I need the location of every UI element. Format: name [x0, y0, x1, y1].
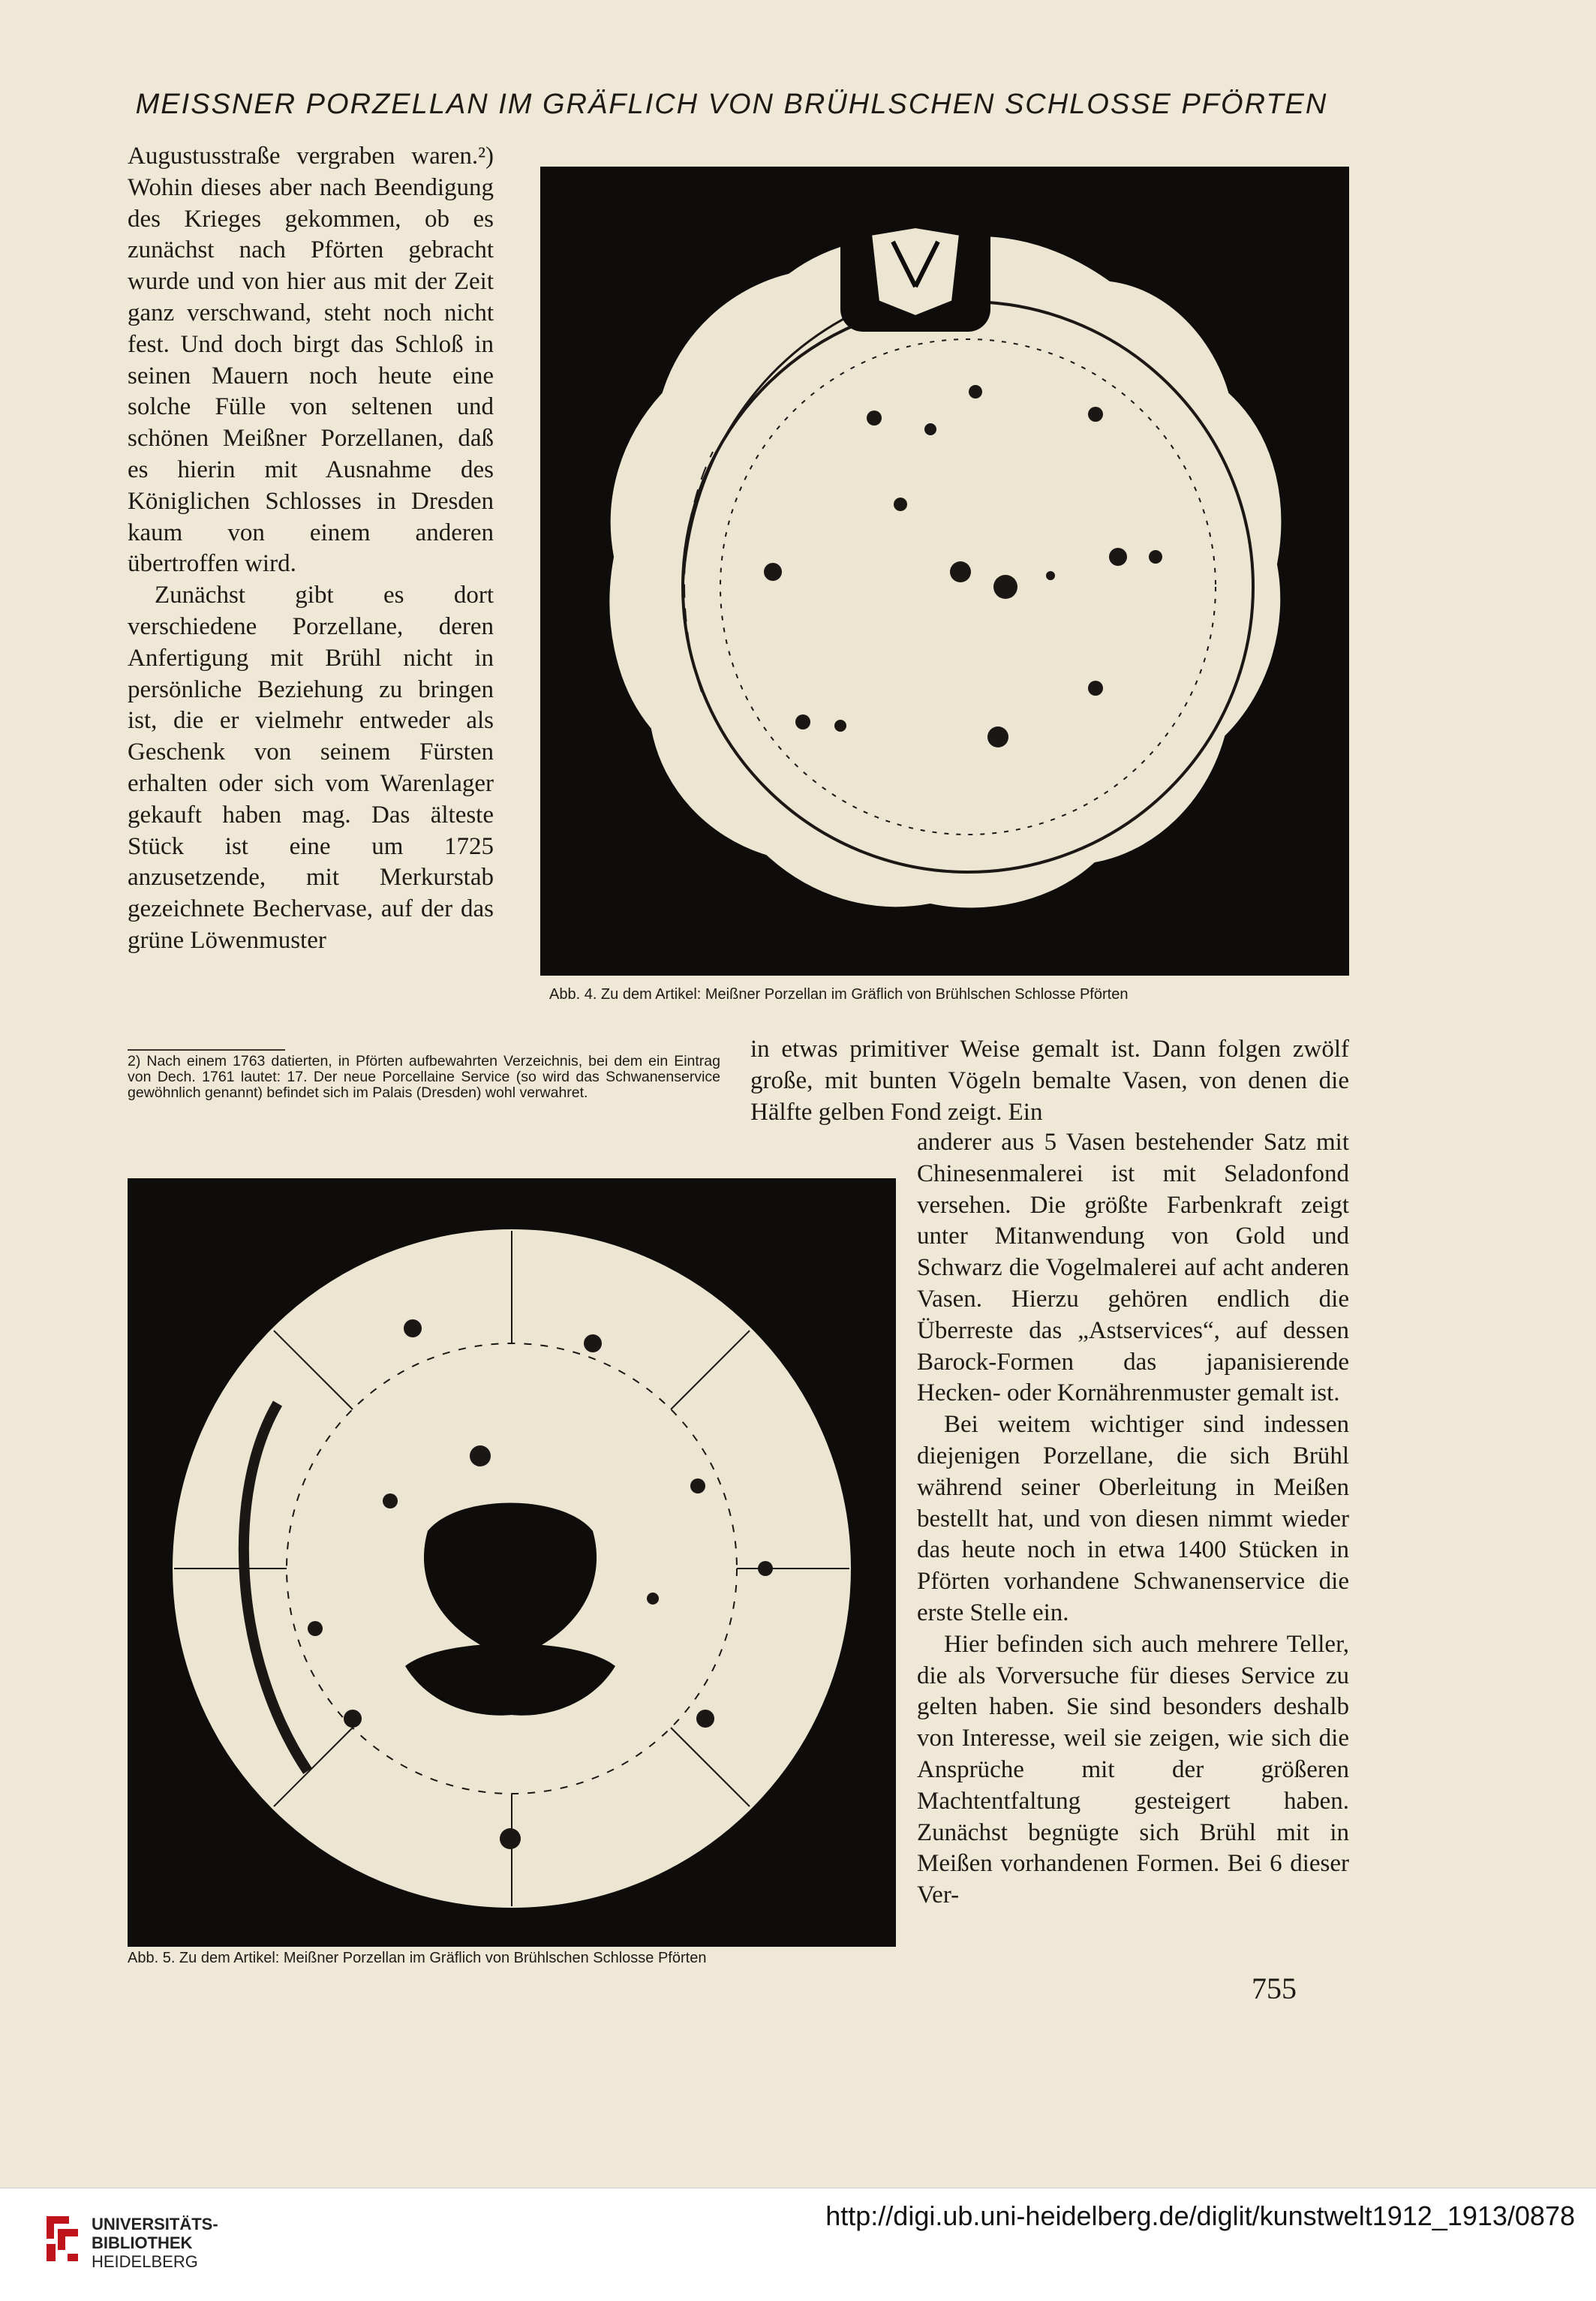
- figure-4-plate-image: [540, 167, 1349, 976]
- paragraph: anderer aus 5 Vasen bestehender Satz mit Chinesenmalerei ist mit Seladonfond versehen. Die größte Farbenkraft zeigt unter Mitanwendung von Gold und Schwarz die Vogelmalerei auf acht anderen Vasen. Hierzu gehören endlich die Überreste das „Astservices“, auf dessen Barock-Formen das japanisierende Hecken- oder Kornährenmuster gemalt ist.: [917, 1129, 1349, 1407]
- figure-4-caption: Abb. 4. Zu dem Artikel: Meißner Porzellan im Gräflich von Brühlschen Schlosse Pförten: [549, 986, 1129, 1003]
- footnote-divider: [128, 1049, 285, 1051]
- running-title: MEISSNER PORZELLAN IM GRÄFLICH VON BRÜHLSCHEN SCHLOSSE PFÖRTEN: [135, 89, 1328, 120]
- library-name-line-2: BIBLIOTHEK: [92, 2233, 193, 2252]
- footnote: 2) Nach einem 1763 datierten, in Pförten aufbewahrten Verzeichnis, bei dem ein Eintrag von Dech. 1761 lautet: 17. Der neue Porcellaine Service (so wird das Schwanenservice gewöhnlich genannt) befindet sich im Palais (Dresden) wohl verwahret.: [128, 1053, 720, 1101]
- library-name-line-3: HEIDELBERG: [92, 2252, 198, 2271]
- paragraph: Hier befinden sich auch mehrere Teller, die als Vorversuche für dieses Service zu gelten haben. Sie sind besonders deshalb von Interesse, weil sie zeigen, wie sich die Ansprüche mit der größeren Machtentfaltung gesteigert haben. Zunächst begnügte sich Brühl mit in Meißen vorhandenen Formen. Bei 6 dieser Ver-: [917, 1630, 1349, 1909]
- left-column: [128, 141, 494, 957]
- right-upper-text: in etwas primitiver Weise gemalt ist. Dann folgen zwölf große, mit bunten Vögeln bemalte Vasen, von denen die Hälfte gelben Fond zeigt. Ein: [750, 1036, 1349, 1126]
- figure-5-plate-image: [128, 1178, 896, 1947]
- library-name-line-1: UNIVERSITÄTS-: [92, 2215, 218, 2233]
- source-url-link[interactable]: http://digi.ub.uni-heidelberg.de/diglit/kunstwelt1912_1913/0878: [825, 2200, 1575, 2231]
- paragraph: Zunächst gibt es dort verschiedene Porzellane, deren Anfertigung mit Brühl nicht in persönliche Beziehung zu bringen ist, die er vielmehr entweder als Geschenk von seinem Fürsten erhalten oder sich vom Warenlager gekauft haben mag. Das älteste Stück ist eine um 1725 anzusetzende, mit Merkurstab gezeichnete Bechervase, auf der das grüne Löwenmuster: [128, 582, 494, 954]
- library-name: [92, 2215, 218, 2271]
- library-logo-icon: [39, 2212, 84, 2269]
- paragraph: Bei weitem wichtiger sind indessen diejenigen Porzellane, die sich Brühl während seiner Oberleitung in Meißen bestellt hat, und von diesen nimmt wieder das heute noch in etwa 1400 Stücken in Pförten vorhandene Schwanenservice die erste Stelle ein.: [917, 1411, 1349, 1626]
- right-column: [917, 1127, 1349, 1911]
- page-number: 755: [1252, 1972, 1297, 2005]
- figure-5-caption: Abb. 5. Zu dem Artikel: Meißner Porzellan im Gräflich von Brühlschen Schlosse Pförten: [128, 1950, 707, 1966]
- paragraph: Augustusstraße vergraben waren.²) Wohin dieses aber nach Beendigung des Krieges gekommen, ob es zunächst nach Pförten gebracht wurde und von hier aus mit der Zeit ganz verschwand, steht noch nicht fest. Und doch birgt das Schloß in seinen Mauern noch heute eine solche Fülle von seltenen und schönen Meißner Porzellanen, daß es hierin mit Ausnahme des Königlichen Schlosses in Dresden kaum von einem anderen übertroffen wird.: [128, 143, 494, 578]
